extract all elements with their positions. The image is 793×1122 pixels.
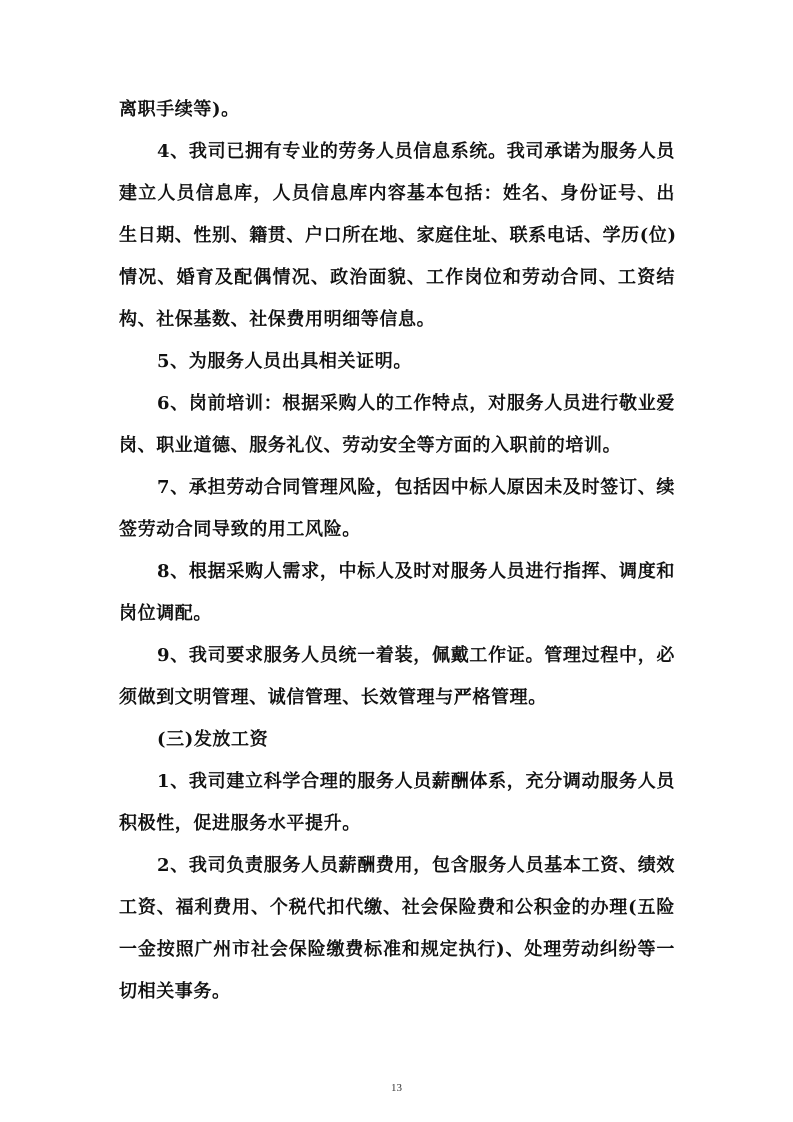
text-line: 岗、职业道德、服务礼仪、劳动安全等方面的入职前的培训。: [119, 435, 622, 456]
text-line: 工资、福利费用、个税代扣代缴、社会保险费和公积金的办理(五险: [119, 897, 675, 918]
text-line: 生日期、性别、籍贯、户口所在地、家庭住址、联系电话、学历(位): [119, 225, 677, 246]
text-line: 离职手续等)。: [119, 99, 240, 120]
text-line: 2、我司负责服务人员薪酬费用，包含服务人员基本工资、绩效: [157, 855, 675, 876]
text-line: 情况、婚育及配偶情况、政治面貌、工作岗位和劳动合同、工资结: [119, 267, 675, 288]
text-line: 4、我司已拥有专业的劳务人员信息系统。我司承诺为服务人员: [157, 141, 675, 162]
page-number: 13: [391, 1082, 402, 1094]
text-line: 切相关事务。: [119, 981, 231, 1002]
text-line: 8、根据采购人需求，中标人及时对服务人员进行指挥、调度和: [157, 561, 675, 582]
text-line: 7、承担劳动合同管理风险，包括因中标人原因未及时签订、续: [157, 477, 675, 498]
text-line: 6、岗前培训：根据采购人的工作特点，对服务人员进行敬业爱: [157, 393, 675, 414]
text-line: 岗位调配。: [119, 603, 212, 624]
text-line: 构、社保基数、社保费用明细等信息。: [119, 309, 436, 330]
text-line: 签劳动合同导致的用工风险。: [119, 519, 361, 540]
text-line: 1、我司建立科学合理的服务人员薪酬体系，充分调动服务人员: [157, 771, 675, 792]
text-line: 一金按照广州市社会保险缴费标准和规定执行)、处理劳动纠纷等一: [119, 939, 675, 960]
text-line: 5、为服务人员出具相关证明。: [157, 351, 412, 372]
document-body: [119, 89, 675, 1013]
text-line: 须做到文明管理、诚信管理、长效管理与严格管理。: [119, 687, 547, 708]
section-heading: (三)发放工资: [157, 729, 269, 750]
text-line: 9、我司要求服务人员统一着装，佩戴工作证。管理过程中，必: [157, 645, 675, 666]
text-line: 建立人员信息库，人员信息库内容基本包括：姓名、身份证号、出: [119, 183, 675, 204]
text-line: 积极性，促进服务水平提升。: [119, 813, 361, 834]
